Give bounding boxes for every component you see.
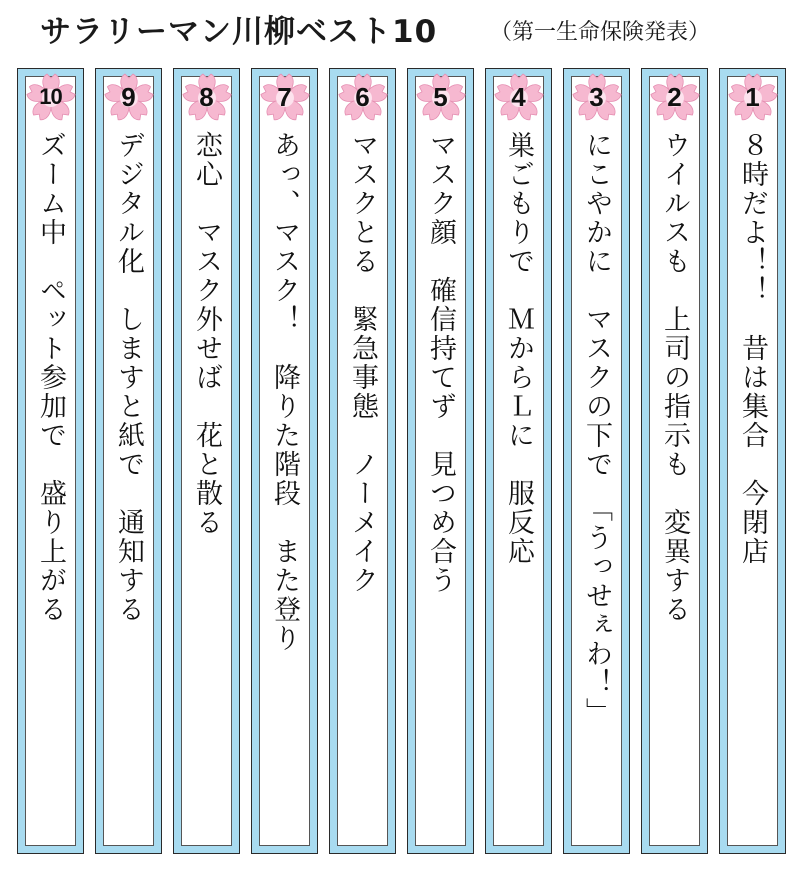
sakura-icon bbox=[727, 71, 779, 123]
sakura-icon bbox=[25, 71, 77, 123]
senryu-text: ズーム中 ペット参加で 盛り上がる bbox=[35, 131, 66, 624]
ranking-column-7 bbox=[251, 68, 318, 854]
ranking-column-3 bbox=[563, 68, 630, 854]
sakura-icon bbox=[649, 71, 701, 123]
ranking-column-8 bbox=[173, 68, 240, 854]
ranking-column-6 bbox=[329, 68, 396, 854]
sakura-icon bbox=[571, 71, 623, 123]
rank-number: 7 bbox=[277, 82, 292, 112]
senryu-text: あっ、マスク！ 降りた階段 また登り bbox=[269, 131, 300, 653]
ranking-column-9 bbox=[95, 68, 162, 854]
ranking-column-10 bbox=[17, 68, 84, 854]
page-subtitle: （第一生命保険発表） bbox=[490, 20, 711, 45]
senryu-text: マスク顔 確信持てず 見つめ合う bbox=[425, 131, 456, 595]
ranking-columns bbox=[17, 68, 785, 856]
rank-number: 1 bbox=[745, 82, 760, 112]
sakura-icon bbox=[415, 71, 467, 123]
ranking-column-2 bbox=[641, 68, 708, 854]
ranking-column-4 bbox=[485, 68, 552, 854]
ranking-column-1 bbox=[719, 68, 786, 854]
sakura-icon bbox=[259, 71, 311, 123]
senryu-text: にこやかに マスクの下で 「うっせぇわ！」 bbox=[581, 131, 612, 727]
sakura-icon bbox=[493, 71, 545, 123]
rank-number: 2 bbox=[667, 82, 682, 112]
page-title: サラリーマン川柳ベスト10 bbox=[40, 14, 438, 50]
senryu-text: デジタル化 しますと紙で 通知する bbox=[113, 131, 144, 624]
rank-number: 9 bbox=[121, 82, 136, 112]
senryu-text: ８時だよ！！ 昔は集合 今閉店 bbox=[737, 131, 768, 566]
ranking-column-5 bbox=[407, 68, 474, 854]
sakura-icon bbox=[181, 71, 233, 123]
rank-number: 6 bbox=[355, 82, 370, 112]
rank-number: 3 bbox=[589, 82, 604, 112]
rank-number: 8 bbox=[199, 82, 214, 112]
sakura-icon bbox=[337, 71, 389, 123]
rank-number: 10 bbox=[39, 84, 62, 109]
rank-number: 4 bbox=[511, 82, 526, 112]
sakura-icon bbox=[103, 71, 155, 123]
senryu-text: 恋心 マスク外せば 花と散る bbox=[191, 131, 222, 537]
senryu-text: 巣ごもりで ＭからＬに 服反応 bbox=[503, 131, 534, 566]
senryu-text: マスクとる 緊急事態 ノーメイク bbox=[347, 131, 378, 595]
rank-number: 5 bbox=[433, 82, 448, 112]
senryu-text: ウイルスも 上司の指示も 変異する bbox=[659, 131, 690, 624]
